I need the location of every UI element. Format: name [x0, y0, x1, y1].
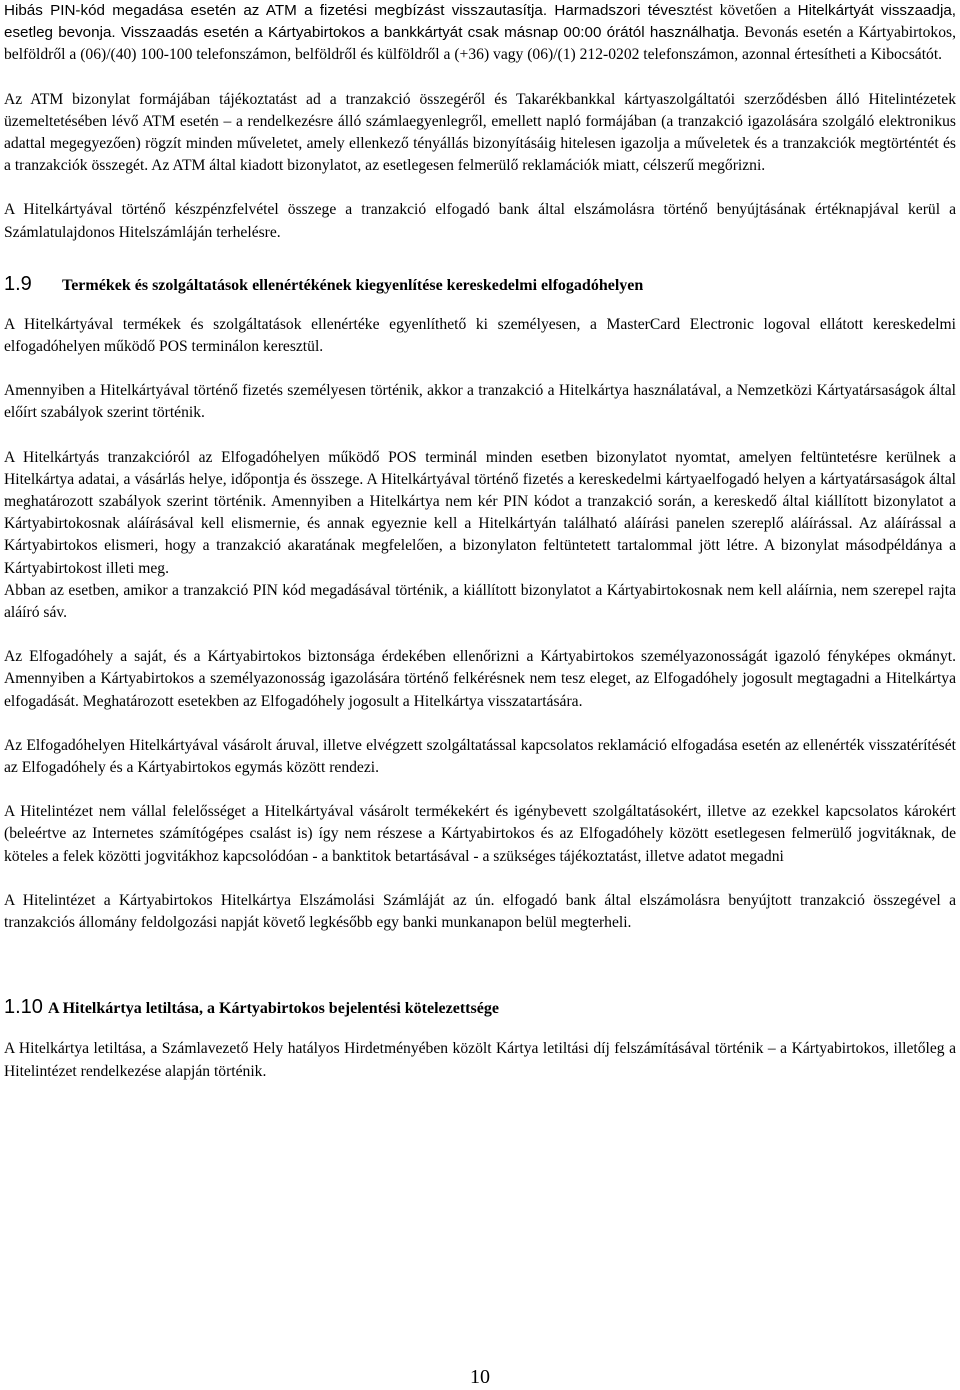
pin-rejection-line3: Bevonás esetén a Kártyabirtokos, belföldről a (06)/(40) 100-100 telefonszámon, belföldről és külföldről a (+36) vagy (06)/(1) 212-0202 telefonszámon, azonnal értesítheti a Kibocsátót.	[4, 24, 956, 64]
section-number: 1.10	[4, 996, 43, 1019]
paragraph-identity-check: Az Elfogadóhely a saját, és a Kártyabirtokos biztonsága érdekében ellenőrizni a Kártyabirtokos személyazonosságát igazoló fényképes okmányt. Amennyiben a Kártyabirtokos a személyazonosság igazolására történő felkérésnek nem tesz eleget, az Elfogadóhely jogosult megtagadni a Hitelkártya elfogadását. Meghatározott esetekben az Elfogadóhely jogosult a Hitelkártya visszatartására.	[4, 648, 956, 710]
section-number: 1.9	[4, 272, 32, 295]
paragraph-personal-payment: Amennyiben a Hitelkártyával történő fizetés személyesen történik, akkor a tranzakció a Hitelkártya használatával, a Nemzetközi Kártyatársaságok által előírt szabályok szerint történik.	[4, 382, 956, 422]
section-title: A Hitelkártya letiltása, a Kártyabirtokos bejelentési kötelezettsége	[47, 1000, 499, 1018]
pin-rejection-line1-end: ztést követően a	[684, 2, 791, 19]
pin-rejection-line1: Hibás PIN-kód megadása esetén az ATM a fizetési megbízást visszautasítja. Harmadszori téves	[4, 2, 685, 19]
section-heading-1-10	[4, 996, 956, 1022]
section-heading-1-9	[4, 273, 956, 299]
pin-rejection-line2: Hitelkártyát visszaadja, esetleg bevonja. Visszaadás esetén a Kártyabirtokos a bankkártyát csak másnap 00:00 órától használhatja.	[4, 2, 956, 42]
paragraph-liability: A Hitelintézet nem vállal felelősséget a Hitelkártyával vásárolt termékekért és igénybevett szolgáltatásokért, illetve az ezekkel kapcsolatos károkért (beleértve az Internetes számítógépes csalást is) így nem részese a Kártyabirtokos és az Elfogadóhely között esetlegesen felmerülő jogvitáknak, de köteles a felek közötti jogvitákhoz kapcsolódóan - a banktitok betartásával - a szükséges tájékoztatást, illetve adatot megadni	[4, 803, 956, 865]
paragraph-settlement: A Hitelintézet a Kártyabirtokos Hitelkártya Elszámolási Számláját az ún. elfogadó bank által elszámolásra benyújtott tranzakció összegével a tranzakciós állomány feldolgozási napját követő legkésőbb egy banki munkanapon belül megterheli.	[4, 891, 956, 932]
paragraph-pos-payment: A Hitelkártyával termékek és szolgáltatások ellenértéke egyenlíthető ki személyesen, a MasterCard Electronic logoval ellátott kereskedelmi elfogadóhelyen működő POS terminálon keresztül.	[4, 315, 956, 356]
paragraph-complaints: Az Elfogadóhelyen Hitelkártyával vásárolt áruval, illetve elvégzett szolgáltatással kapcsolatos reklamáció elfogadása esetén az ellenérték visszatérítését az Elfogadóhely és a Kártyabirtokos egymás között rendezi.	[4, 736, 956, 777]
paragraph-pin-rejection	[4, 0, 956, 67]
paragraph-atm-receipt: Az ATM bizonylat formájában tájékoztatást ad a tranzakció összegéről és Takarékbankkal kártyaszolgáltatói szerződésben álló Hitelintézetek üzemeltetésében lévő ATM esetén – a rendelkezésre álló számlaegyenlegről, emellett napló formájában (a tranzakció igazolására szolgáló elektronikus adattal megegyezően) rögzít minden műveletet, amely ellenkező tényállás bizonyításáig hitelesen igazolja a műveletek és a tranzakciók megtörténtét és a tranzakciók összegét. Az ATM által kiadott bizonylatot, az esetlegesen felmerülő reklamációk miatt, célszerű megőrizni.	[4, 90, 956, 175]
document-page	[4, 0, 956, 1083]
paragraph-cash-withdrawal: A Hitelkártyával történő készpénzfelvétel összege a tranzakció elfogadó bank által elszámolásra történő benyújtásának értéknapjával kerül a Számlatulajdonos Hitelszámláján terhelésre.	[4, 201, 956, 241]
paragraph-pos-receipt: A Hitelkártyás tranzakcióról az Elfogadóhelyen működő POS terminál minden esetben bizonylatot nyomtat, amelyen feltüntetésre kerülnek a Hitelkártya adatai, a vásárlás helye, időpontja és összege. A Hitelkártyával történő fizetés a kereskedelmi kártyaelfogadó helyen a kártyatársaságok által meghatározott szabályok szerint történik. Amennyiben a Hitelkártya nem kér PIN kódot a tranzakció során, a kereskedő által kiállított bizonylatot a Kártyabirtokosnak aláírásával kell elismernie, és annak egyeznie kell a Hitelkártyán található aláírási panelen szereplő aláírással. Az aláírással a Kártyabirtokos elismeri, hogy a tranzakció akaratának megfelelően, a bizonylaton feltüntetett tartalommal jött létre. A bizonylat másodpéldánya a Kártyabirtokost illeti meg.	[4, 448, 956, 577]
paragraph-pin-receipt: Abban az esetben, amikor a tranzakció PIN kód megadásával történik, a kiállított bizonylatot a Kártyabirtokosnak nem kell aláírnia, nem szerepel rajta aláíró sáv.	[4, 581, 956, 622]
page-number: 10	[470, 1366, 490, 1388]
section-title: Termékek és szolgáltatások ellenértékének kiegyenlítése kereskedelmi elfogadóhelyen	[62, 276, 644, 294]
paragraph-blocking: A Hitelkártya letiltása, a Számlavezető Hely hatályos Hirdetményében közölt Kártya letiltási díj felszámításával történik – a Kártyabirtokos, illetőleg a Hitelintézet rendelkezése alapján történik.	[4, 1040, 956, 1080]
